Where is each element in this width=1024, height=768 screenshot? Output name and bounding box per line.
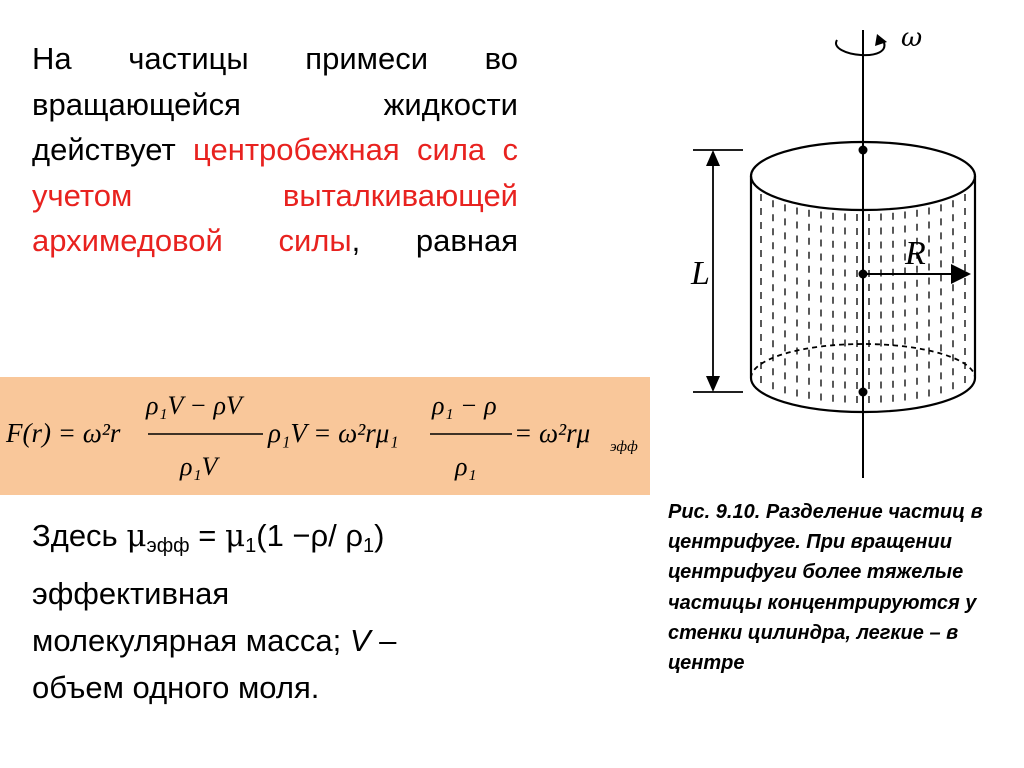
definition-line-4: объем одного моля. [32, 670, 320, 705]
formula-middle: ρ₁V = ω²rμ₁ [268, 418, 399, 448]
definition-paragraph [32, 512, 532, 711]
length-arrow-bottom [706, 376, 720, 392]
intro-highlight-text: центробежная сила с учетом выталкивающей архимедовой силы [32, 132, 518, 258]
definition-variable-v: V [349, 623, 371, 658]
omega-label: ω [901, 23, 923, 53]
radius-label: R [905, 235, 926, 272]
formula-rhs: = ω²rμ [514, 418, 591, 448]
definition-mu1: μ [224, 518, 246, 554]
definition-dash: – [379, 623, 397, 658]
intro-text-part2: равная [415, 223, 518, 258]
definition-equals: = [189, 518, 225, 553]
formula-frac2-numerator: ρ₁ − ρ [432, 391, 497, 420]
formula-frac2-denominator: ρ₁ [455, 452, 477, 481]
centrifuge-diagram [665, 18, 1005, 488]
definition-mu: μ [126, 518, 147, 554]
formula-lhs: F(r) = ω²r [6, 418, 121, 448]
intro-paragraph [32, 36, 518, 264]
axis-point-top [859, 146, 868, 155]
definition-mu-subscript: эфф [146, 535, 190, 557]
intro-comma: , [351, 223, 361, 258]
definition-rho-subscript: 1 [363, 535, 375, 557]
length-label: L [691, 255, 710, 292]
formula-band [0, 377, 650, 495]
definition-mu1-subscript: 1 [245, 535, 257, 557]
axis-point-bottom [859, 388, 868, 397]
figure-caption: Рис. 9.10. Разделение частиц в центрифуге. При вращении центрифуги более тяжелые частицы концентрируются у стенки цилиндра, легкие – в центре [668, 501, 983, 675]
definition-line-1 [32, 512, 532, 570]
formula-svg [0, 377, 650, 495]
definition-close-paren: ) [374, 518, 385, 553]
definition-line-3-text: молекулярная масса; [32, 623, 342, 658]
length-arrow-top [706, 150, 720, 166]
definition-expression: (1 −ρ/ ρ [256, 518, 364, 553]
centrifuge-figure [665, 18, 1005, 488]
definition-lead: Здесь [32, 518, 118, 553]
definition-line-2: эффективная [32, 576, 230, 611]
formula-rhs-subscript: эфф [610, 439, 638, 455]
formula-frac1-numerator: ρ₁V − ρV [146, 391, 242, 420]
formula-frac1-denominator: ρ₁V [180, 452, 218, 481]
definition-line-3 [32, 617, 532, 664]
intro-text-part1: На частицы примеси во вращающейся жидкости действует [32, 41, 518, 167]
